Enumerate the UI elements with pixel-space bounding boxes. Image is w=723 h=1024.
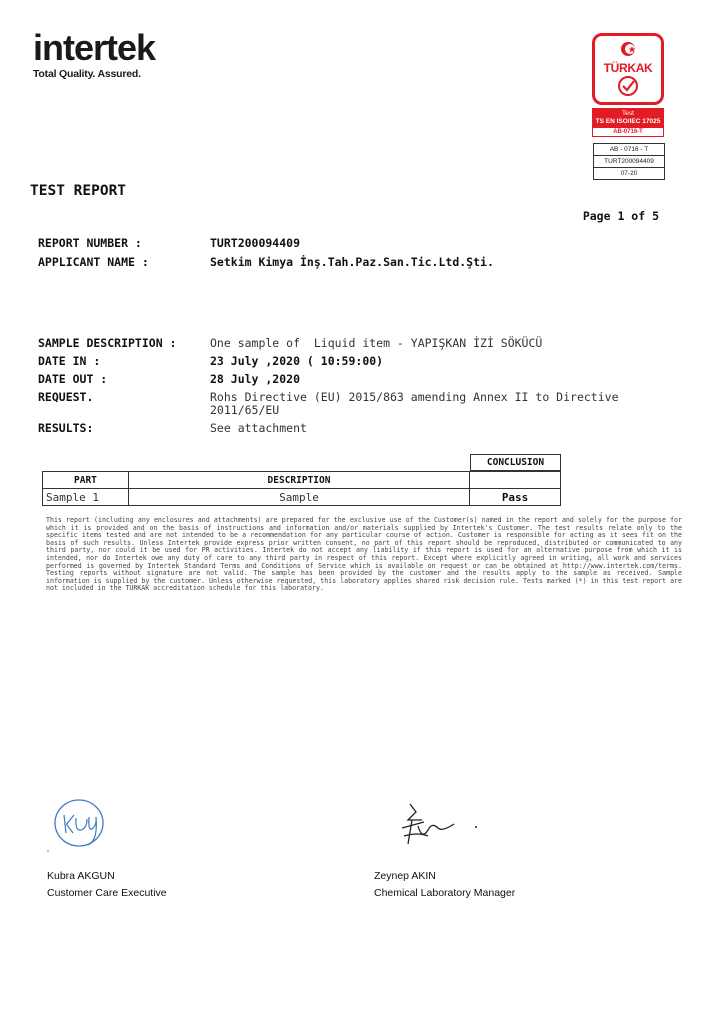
part-header: PART	[43, 472, 129, 489]
signature-kubra-akgun	[44, 793, 114, 855]
logo-tagline: Total Quality. Assured.	[33, 68, 141, 80]
accreditation-info-box	[593, 143, 665, 180]
page-number: Page 1 of 5	[582, 209, 659, 223]
date-out-value: 28 July ,2020	[210, 372, 301, 386]
request-label: REQUEST.	[38, 390, 94, 404]
results-table	[42, 471, 561, 506]
conclusion-header: CONCLUSION	[470, 454, 561, 471]
table-row	[43, 489, 561, 506]
results-table-header	[43, 472, 561, 489]
accreditation-date: 07-20	[594, 167, 664, 179]
applicant-value: Setkim Kimya İnş.Tah.Paz.San.Tic.Ltd.Şti.	[210, 255, 494, 269]
row-description: Sample	[128, 489, 469, 506]
date-in-value: 23 July ,2020 ( 10:59:00)	[210, 354, 384, 368]
row-conclusion: Pass	[470, 489, 561, 506]
intertek-logo	[33, 27, 156, 80]
badge-ref-label: AB-0716-T	[592, 127, 664, 137]
row-part: Sample 1	[43, 489, 129, 506]
report-number-value: TURT200094409	[210, 236, 301, 250]
signatory-1-role: Customer Care Executive	[47, 887, 167, 899]
request-value-line1: Rohs Directive (EU) 2015/863 amending Annex II to Directive	[210, 390, 619, 404]
disclaimer-text: This report (including any enclosures and attachments) are prepared for the exclusive use of the Customer(s) named in the report and solely for the purpose for which it is provided and on the basis of instructions and information and/or materials supplied by Intertek's Customer. The test results relate only to the specific items tested and are not intended to be a recommendation for any particular course of action. Customer is responsible for acting as it sees fit on the basis of such results. Unless Intertek provide express prior written consent, no part of this report should be reproduced, distributed or communicated to any third party, nor could it be used for PR activities. Intertek do not accept any liability if this report is used for an alternative purpose from which it is intended, nor do Intertek owe any duty of care to any third party in respect of this report. Except where explicitly agreed in writing, all work and services performed is governed by Intertek Standard Terms and Conditions of Service which is available on request or can be obtained at http://www.intertek.com/terms. Testing reports without signature are not valid. The sample has been provided by the customer and the results apply to the sample as received. Sample information is supplied by the customer. Unless otherwise requested, this laboratory applies shared risk decision rule. Tests marked (*) in this test report are not included in the TÜRKAK accreditation schedule for this laboratory.	[46, 516, 682, 593]
conclusion-header-cell	[470, 472, 561, 489]
description-header: DESCRIPTION	[128, 472, 469, 489]
badge-test-label: Test	[622, 110, 634, 117]
page-title: TEST REPORT	[30, 183, 127, 199]
signatory-2-role: Chemical Laboratory Manager	[374, 887, 516, 899]
date-in-label: DATE IN :	[38, 354, 101, 368]
accreditation-code: AB - 0716 - T	[609, 146, 649, 153]
results-label: RESULTS:	[38, 421, 94, 435]
turkak-accreditation-badge	[592, 33, 664, 137]
sample-description-value: One sample of Liquid item - YAPIŞKAN İZİ SÖKÜCÜ	[210, 336, 543, 350]
logo-wordmark: intertek	[33, 27, 156, 68]
report-number-label: REPORT NUMBER :	[38, 236, 142, 250]
turkak-standard-label	[592, 108, 664, 127]
applicant-label: APPLICANT NAME :	[38, 255, 149, 269]
turkak-seal	[592, 33, 664, 105]
turkak-brand-text: TÜRKAK	[603, 61, 653, 75]
results-value: See attachment	[210, 421, 307, 435]
badge-standard-label: TS EN ISO/IEC 17025	[595, 117, 661, 125]
date-out-label: DATE OUT :	[38, 372, 108, 386]
signature-zeynep-akin	[398, 800, 488, 848]
signatory-1-name: Kubra AKGUN	[47, 870, 115, 882]
signatory-2-name: Zeynep AKIN	[374, 870, 436, 882]
request-value-line2: 2011/65/EU	[210, 403, 280, 417]
sample-description-label: SAMPLE DESCRIPTION :	[38, 336, 177, 350]
accreditation-report-no: TURT200094409	[594, 155, 664, 167]
